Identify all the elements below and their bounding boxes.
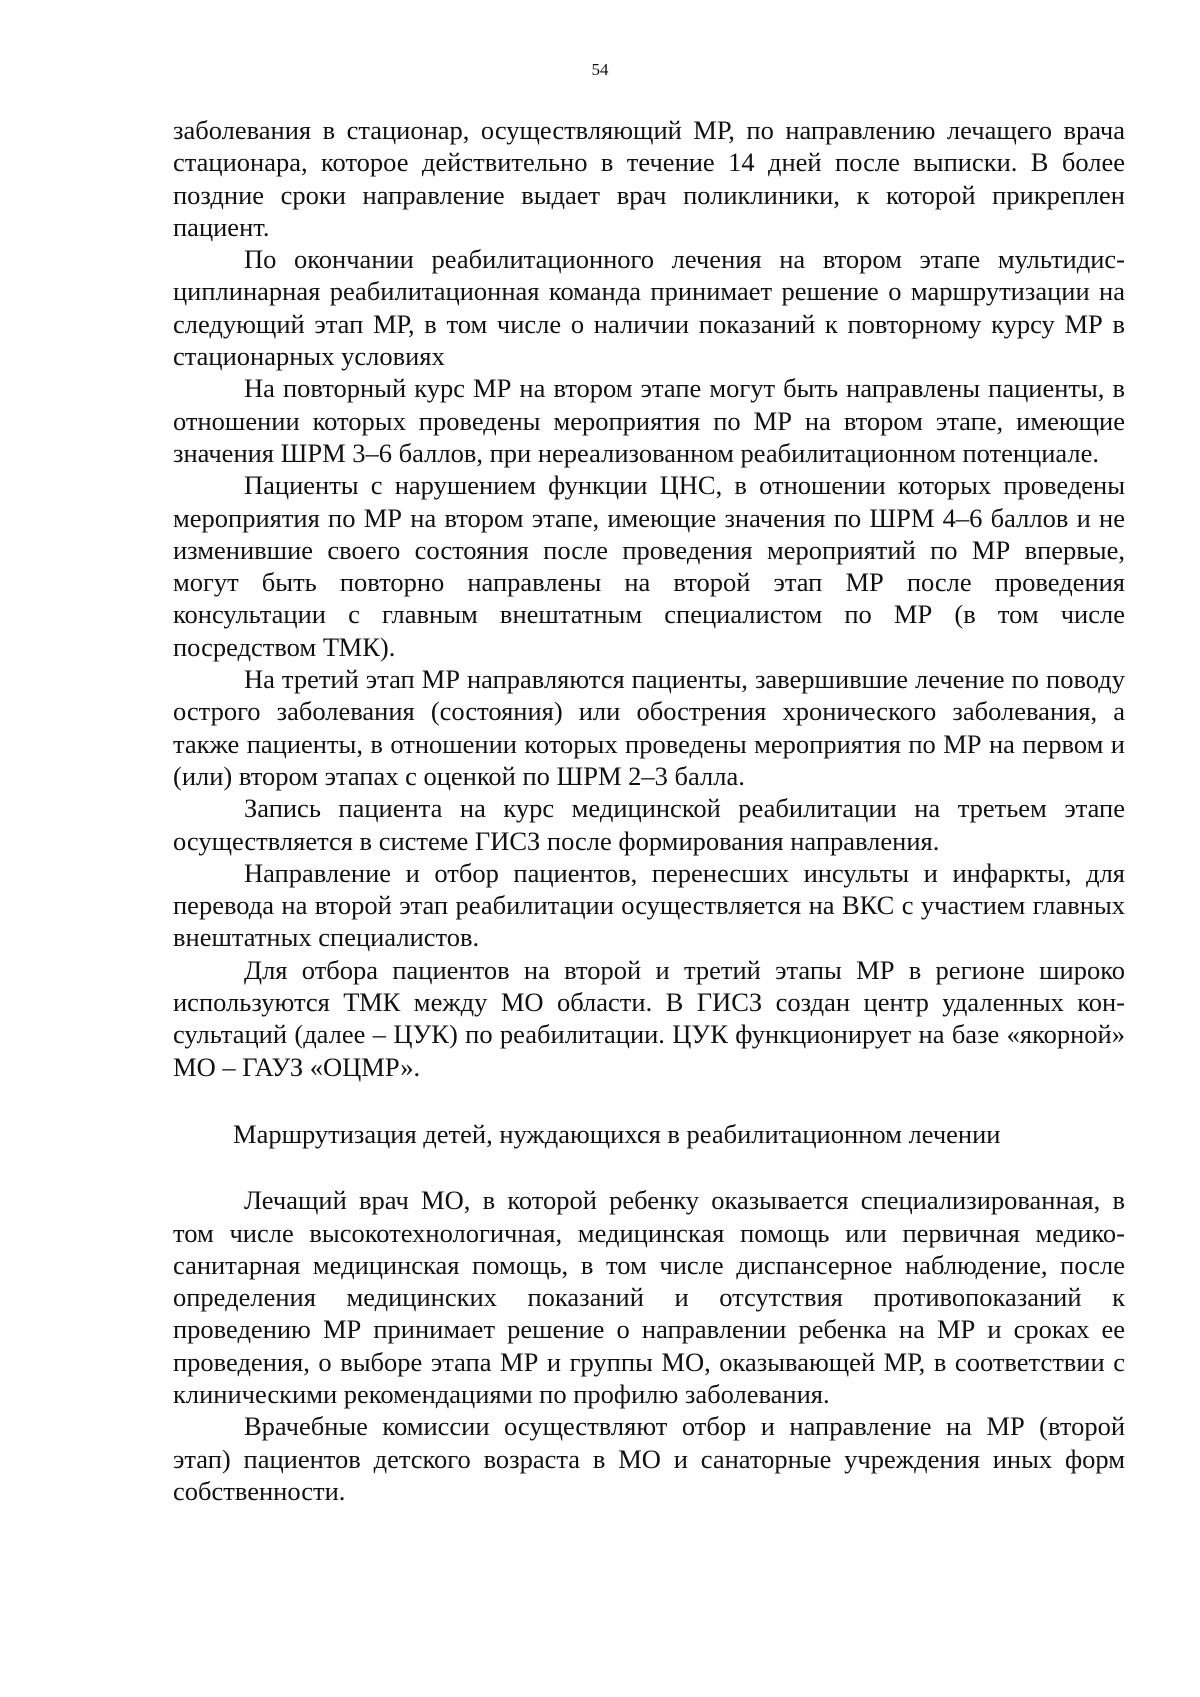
paragraph-multidisciplinary-team: По окончании реабилитационного лечения на втором этапе мультидисциплинарная реабилитационная команда принимает решение о маршрутизации на следующий этап МР, в том числе о наличии показаний к повторному курсу МР в стационарных условиях [173, 244, 1125, 372]
document-body [173, 114, 1125, 1507]
paragraph-continuation: заболевания в стационар, осуществляющий МР, по направлению лечащего врача стационара, которое действительно в течение 14 дней после выписки. В более поздние сроки направление выдает врач поликлиники, к которой прикреплен пациент. [173, 115, 1125, 242]
paragraph-attending-physician: Лечащий врач МО, в которой ребенку оказывается специализированная, в том числе высокотехнологичная, медицинская помощь или первичная медико-санитарная медицинская помощь, в том числе диспансерное наблюдение, после определения медицинских показаний и отсутствия противопоказаний к проведению МР принимает решение о направлении ребенка на МР и сроках ее проведения, о выборе этапа МР и группы МО, оказывающей МР, в соответствии с клиническими рекомендациями по профилю заболевания. [173, 1185, 1125, 1409]
paragraph-patient-registration: Запись пациента на курс медицинской реабилитации на третьем этапе осуществляется в системе ГИСЗ после формирования направления. [173, 793, 1125, 856]
paragraph-medical-commissions: Врачебные комиссии осуществляют отбор и направление на МР (второй этап) пациентов детского возраста в МО и санаторные учреждения иных форм собственности. [173, 1411, 1125, 1506]
paragraph-third-stage: На третий этап МР направляются пациенты, завершившие лечение по поводу острого заболевания (состояния) или обострения хронического заболевания, а также пациенты, в отношении которых проведены мероприятия по МР на первом и (или) втором этапах с оценкой по ШРМ 2–3 балла. [173, 664, 1125, 791]
paragraph-repeat-course: На повторный курс МР на втором этапе могут быть направлены пациенты, в отношении которых проведены мероприятия по МР на втором этапе, имеющие значения ШРМ 3–6 баллов, при нереализованном реабилитационном потенциале. [173, 373, 1125, 468]
paragraph-stroke-selection: Направление и отбор пациентов, перенесших инсульты и инфаркты, для перевода на второй этап реабилитации осуществляется на ВКС с участием главных внештатных специалистов. [173, 857, 1125, 953]
page-number: 54 [591, 60, 609, 79]
paragraph-cns-patients: Пациенты с нарушением функции ЦНС, в отношении которых проведены мероприятия по МР на втором этапе, имеющие значения по ШРМ 4–6 баллов и не изменившие своего состояния после проведения мероприятий по МР впервые, могут быть повторно направлены на второй этап МР после проведения консультации с главным внештатным специалистом по МР (в том числе посредством ТМК). [173, 470, 1125, 662]
paragraph-telemedicine: Для отбора пациентов на второй и третий этапы МР в регионе широко используются ТМК между МО области. В ГИСЗ создан центр удаленных консультаций (далее – ЦУК) по реабилитации. ЦУК функционирует на базе «якорной» МО – ГАУЗ «ОЦМР». [173, 954, 1125, 1082]
section-heading: Маршрутизация детей, нуждающихся в реабилитационном лечении [233, 1118, 1001, 1149]
